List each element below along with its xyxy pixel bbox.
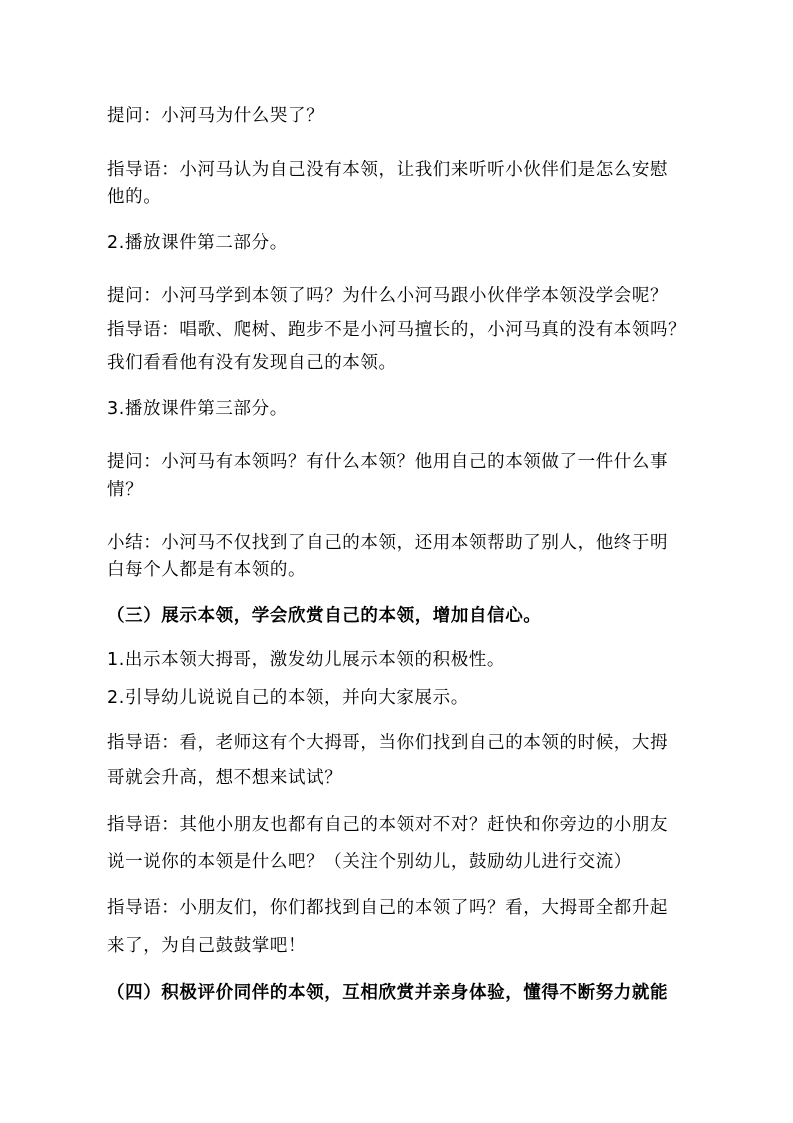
section-4-heading: （四）积极评价同伴的本领，互相欣赏并亲身体验，懂得不断努力就能 (107, 983, 669, 1003)
question-2: 提问：小河马学到本领了吗？为什么小河马跟小伙伴学本领没学会呢？ (107, 286, 669, 306)
guide-3-line-2: 哥就会升高，想不想来试试？ (107, 768, 343, 788)
guide-2-line-2: 我们看看他有没有发现自己的本领。 (107, 353, 397, 373)
guide-1-line-2: 他的。 (107, 187, 162, 207)
guide-5-line-2: 来了，为自己鼓鼓掌吧！ (107, 936, 307, 956)
question-3-line-2: 情？ (107, 480, 144, 500)
summary-line-1: 小结：小河马不仅找到了自己的本领，还用本领帮助了别人，他终于明 (107, 533, 669, 553)
summary-line-2: 白每个人都是有本领的。 (107, 560, 307, 580)
step-2-heading: 2.播放课件第二部分。 (107, 233, 288, 253)
guide-1-line-1: 指导语：小河马认为自己没有本领，让我们来听听小伙伴们是怎么安慰 (107, 160, 669, 180)
section-3-heading: （三）展示本领，学会欣赏自己的本领，增加自信心。 (107, 606, 542, 626)
guide-3-line-1: 指导语：看，老师这有个大拇哥，当你们找到自己的本领的时候，大拇 (107, 733, 669, 753)
question-1: 提问：小河马为什么哭了？ (107, 106, 325, 126)
guide-4-line-2: 说一说你的本领是什么吧？（关注个别幼儿，鼓励幼儿进行交流） (107, 852, 632, 872)
question-3-line-1: 提问：小河马有本领吗？有什么本领？他用自己的本领做了一件什么事 (107, 452, 669, 472)
step-3-heading: 3.播放课件第三部分。 (107, 399, 288, 419)
guide-4-line-1: 指导语：其他小朋友也都有自己的本领对不对？赶快和你旁边的小朋友 (107, 815, 669, 835)
section-3-item-2: 2.引导幼儿说说自己的本领，并向大家展示。 (107, 688, 469, 708)
section-3-item-1: 1.出示本领大拇哥，激发幼儿展示本领的积极性。 (107, 650, 505, 670)
guide-5-line-1: 指导语：小朋友们，你们都找到自己的本领了吗？看，大拇哥全都升起 (107, 898, 669, 918)
guide-2-line-1: 指导语：唱歌、爬树、跑步不是小河马擅长的，小河马真的没有本领吗？ (107, 320, 687, 340)
